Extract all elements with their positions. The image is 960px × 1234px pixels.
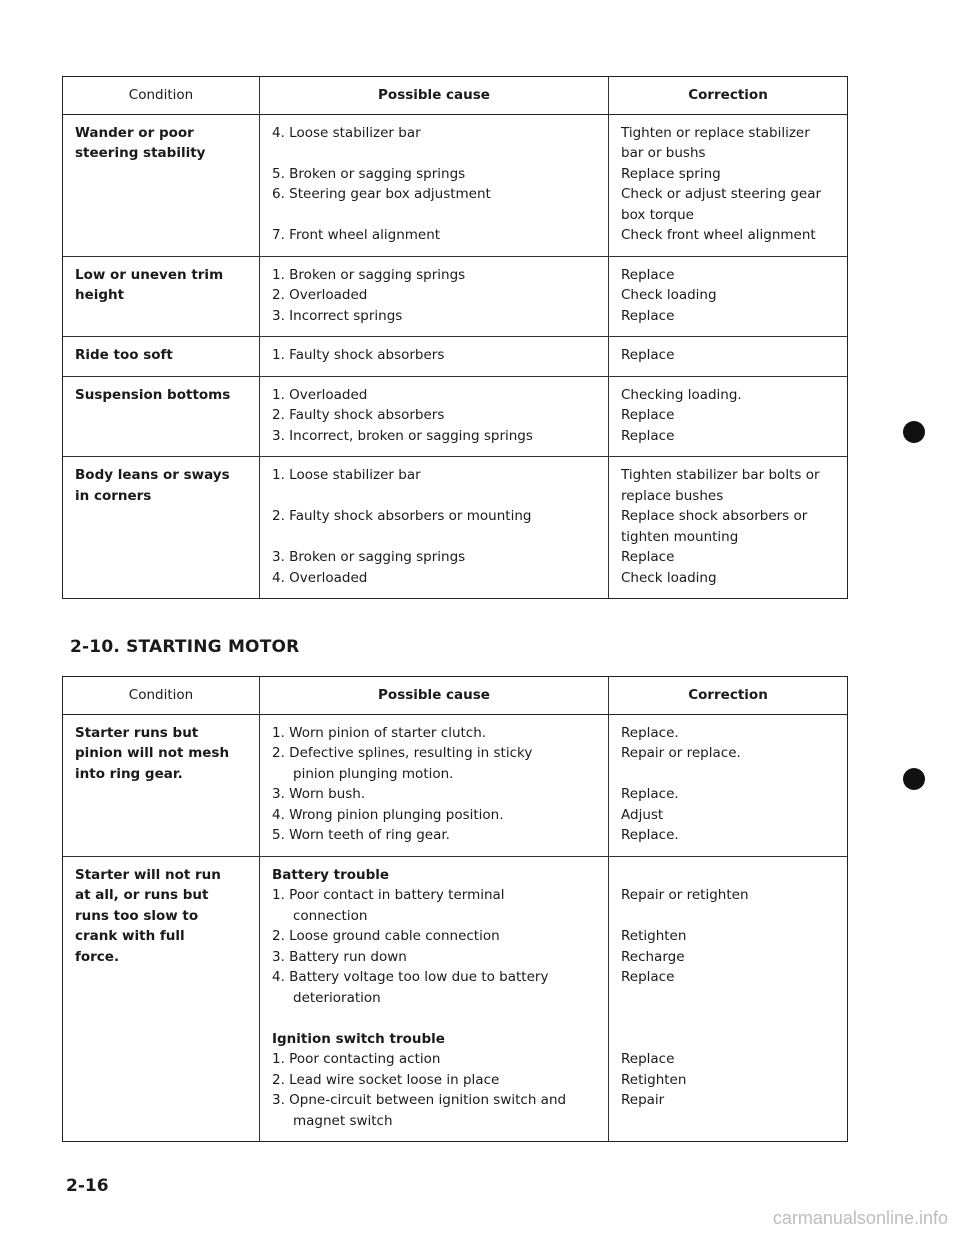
correction-line: Tighten or replace stabilizer bbox=[621, 124, 810, 141]
cause-line: deterioration bbox=[293, 989, 381, 1006]
blank-line bbox=[621, 865, 837, 886]
possible-cause-cell bbox=[260, 715, 609, 856]
header-condition: Condition bbox=[63, 77, 260, 114]
blank-line bbox=[621, 764, 837, 785]
condition-cell bbox=[63, 115, 260, 256]
correction-line: box torque bbox=[621, 206, 694, 223]
header-condition: Condition bbox=[63, 677, 260, 714]
correction-cell bbox=[609, 715, 847, 856]
correction-line: Repair or retighten bbox=[621, 887, 749, 903]
correction-line: Adjust bbox=[621, 806, 664, 823]
cause-line: 4. Wrong pinion plunging position. bbox=[272, 806, 504, 823]
cause-line: 6. Steering gear box adjustment bbox=[272, 186, 491, 202]
condition-cell bbox=[63, 377, 260, 457]
header-correction: Correction bbox=[688, 87, 768, 103]
cause-line: 4. Battery voltage too low due to battery bbox=[272, 969, 549, 985]
cause-line: 1. Poor contact in battery terminal bbox=[272, 887, 505, 903]
table-row bbox=[63, 715, 847, 856]
suspension-troubleshooting-table bbox=[62, 76, 848, 599]
cause-line: 5. Worn teeth of ring gear. bbox=[272, 827, 450, 843]
possible-cause-cell bbox=[260, 457, 609, 598]
page-number: 2-16 bbox=[66, 1176, 109, 1196]
blank-line bbox=[621, 1008, 837, 1029]
table-row bbox=[63, 376, 847, 457]
correction-line: Repair bbox=[621, 1092, 665, 1108]
correction-cell bbox=[609, 377, 847, 457]
correction-line: Replace shock absorbers or bbox=[621, 508, 808, 524]
table-row bbox=[63, 336, 847, 376]
cause-line: 3. Battery run down bbox=[272, 948, 407, 965]
possible-cause-cell bbox=[260, 857, 609, 1142]
header-correction: Correction bbox=[688, 687, 768, 703]
correction-line: Check front wheel alignment bbox=[621, 227, 816, 243]
condition-line: pinion will not mesh bbox=[75, 745, 230, 761]
table-row bbox=[63, 856, 847, 1142]
correction-line: Checking loading. bbox=[621, 386, 742, 403]
blank-line bbox=[272, 1008, 598, 1029]
condition-cell bbox=[63, 257, 260, 337]
blank-line bbox=[272, 143, 598, 164]
table-row bbox=[63, 456, 847, 598]
condition-line: Low or uneven trim bbox=[75, 266, 224, 283]
correction-cell bbox=[609, 115, 847, 256]
correction-line: Check loading bbox=[621, 287, 717, 303]
cause-line: 1. Loose stabilizer bar bbox=[272, 467, 421, 483]
condition-line: Ride too soft bbox=[75, 347, 173, 363]
cause-line: 1. Faulty shock absorbers bbox=[272, 347, 445, 363]
cause-line: 3. Worn bush. bbox=[272, 786, 366, 802]
correction-line: Replace bbox=[621, 427, 675, 444]
condition-line: steering stability bbox=[75, 145, 206, 161]
correction-line: Replace. bbox=[621, 786, 679, 802]
condition-line: Suspension bottoms bbox=[75, 386, 231, 403]
correction-line: Tighten stabilizer bar bolts or bbox=[621, 467, 820, 483]
cause-line: 5. Broken or sagging springs bbox=[272, 165, 466, 182]
possible-cause-cell bbox=[260, 337, 609, 376]
blank-line bbox=[272, 527, 598, 548]
possible-cause-cell bbox=[260, 377, 609, 457]
condition-line: crank with full bbox=[75, 928, 185, 944]
blank-line bbox=[621, 1029, 837, 1050]
condition-line: Body leans or sways bbox=[75, 467, 230, 483]
blank-line bbox=[621, 1111, 837, 1132]
cause-line: pinion plunging motion. bbox=[293, 765, 454, 782]
blank-line bbox=[621, 906, 837, 927]
margin-bullet-mark bbox=[903, 768, 925, 790]
starting-motor-troubleshooting-table bbox=[62, 676, 848, 1142]
condition-line: runs too slow to bbox=[75, 907, 199, 924]
correction-line: Replace bbox=[621, 969, 675, 985]
cause-line: 2. Lead wire socket loose in place bbox=[272, 1071, 500, 1088]
correction-cell bbox=[609, 337, 847, 376]
condition-cell bbox=[63, 337, 260, 376]
cause-line: 7. Front wheel alignment bbox=[272, 227, 441, 243]
condition-line: Starter will not run bbox=[75, 866, 221, 883]
cause-line: 2. Loose ground cable connection bbox=[272, 928, 500, 944]
header-row bbox=[63, 77, 847, 115]
condition-cell bbox=[63, 457, 260, 598]
margin-bullet-mark bbox=[903, 421, 925, 443]
correction-line: Replace bbox=[621, 1051, 675, 1067]
possible-cause-cell bbox=[260, 115, 609, 256]
correction-line: replace bushes bbox=[621, 487, 724, 504]
correction-line: Replace bbox=[621, 347, 675, 363]
cause-line: 2. Faulty shock absorbers or mounting bbox=[272, 508, 532, 524]
header-possible-cause: Possible cause bbox=[260, 77, 609, 114]
correction-line: Replace bbox=[621, 266, 675, 283]
cause-line: 1. Overloaded bbox=[272, 386, 368, 403]
correction-line: Repair or replace. bbox=[621, 745, 741, 761]
cause-subheading: Battery trouble bbox=[272, 866, 390, 883]
correction-line: Retighten bbox=[621, 1071, 687, 1088]
blank-line bbox=[272, 486, 598, 507]
condition-line: Starter runs but bbox=[75, 724, 199, 741]
condition-line: at all, or runs but bbox=[75, 887, 209, 903]
cause-line: 1. Broken or sagging springs bbox=[272, 266, 466, 283]
condition-line: into ring gear. bbox=[75, 765, 183, 782]
correction-line: Replace bbox=[621, 549, 675, 565]
condition-cell bbox=[63, 715, 260, 856]
cause-line: 1. Poor contacting action bbox=[272, 1051, 441, 1067]
cause-line: 3. Broken or sagging springs bbox=[272, 549, 466, 565]
condition-line: height bbox=[75, 287, 125, 303]
condition-line: force. bbox=[75, 948, 120, 965]
cause-line: 2. Overloaded bbox=[272, 287, 368, 303]
header-row bbox=[63, 677, 847, 715]
correction-cell bbox=[609, 257, 847, 337]
cause-subheading: Ignition switch trouble bbox=[272, 1030, 445, 1047]
cause-line: connection bbox=[293, 907, 368, 924]
cause-line: 3. Incorrect springs bbox=[272, 307, 403, 324]
correction-line: Replace bbox=[621, 307, 675, 324]
correction-line: Replace. bbox=[621, 724, 679, 741]
correction-line: bar or bushs bbox=[621, 145, 706, 161]
cause-line: 3. Incorrect, broken or sagging springs bbox=[272, 427, 533, 444]
correction-line: Replace. bbox=[621, 827, 679, 843]
header-possible-cause: Possible cause bbox=[260, 677, 609, 714]
condition-line: in corners bbox=[75, 487, 152, 504]
condition-cell bbox=[63, 857, 260, 1142]
blank-line bbox=[621, 988, 837, 1009]
correction-cell bbox=[609, 457, 847, 598]
correction-cell bbox=[609, 857, 847, 1142]
condition-line: Wander or poor bbox=[75, 124, 194, 141]
table-row bbox=[63, 256, 847, 337]
correction-line: Retighten bbox=[621, 928, 687, 944]
correction-line: Recharge bbox=[621, 948, 685, 965]
blank-line bbox=[272, 205, 598, 226]
correction-line: Check or adjust steering gear bbox=[621, 186, 822, 202]
cause-line: magnet switch bbox=[293, 1112, 393, 1129]
table-row bbox=[63, 115, 847, 256]
correction-line: Replace spring bbox=[621, 165, 721, 182]
cause-line: 3. Opne-circuit between ignition switch and bbox=[272, 1092, 567, 1108]
cause-line: 1. Worn pinion of starter clutch. bbox=[272, 724, 487, 741]
cause-line: 4. Loose stabilizer bar bbox=[272, 124, 421, 141]
correction-line: Replace bbox=[621, 407, 675, 423]
cause-line: 2. Defective splines, resulting in sticky bbox=[272, 745, 533, 761]
possible-cause-cell bbox=[260, 257, 609, 337]
correction-line: tighten mounting bbox=[621, 528, 739, 545]
cause-line: 2. Faulty shock absorbers bbox=[272, 407, 445, 423]
watermark: carmanualsonline.info bbox=[772, 1208, 948, 1228]
correction-line: Check loading bbox=[621, 569, 717, 586]
section-heading: 2-10. STARTING MOTOR bbox=[70, 637, 300, 657]
cause-line: 4. Overloaded bbox=[272, 569, 368, 586]
